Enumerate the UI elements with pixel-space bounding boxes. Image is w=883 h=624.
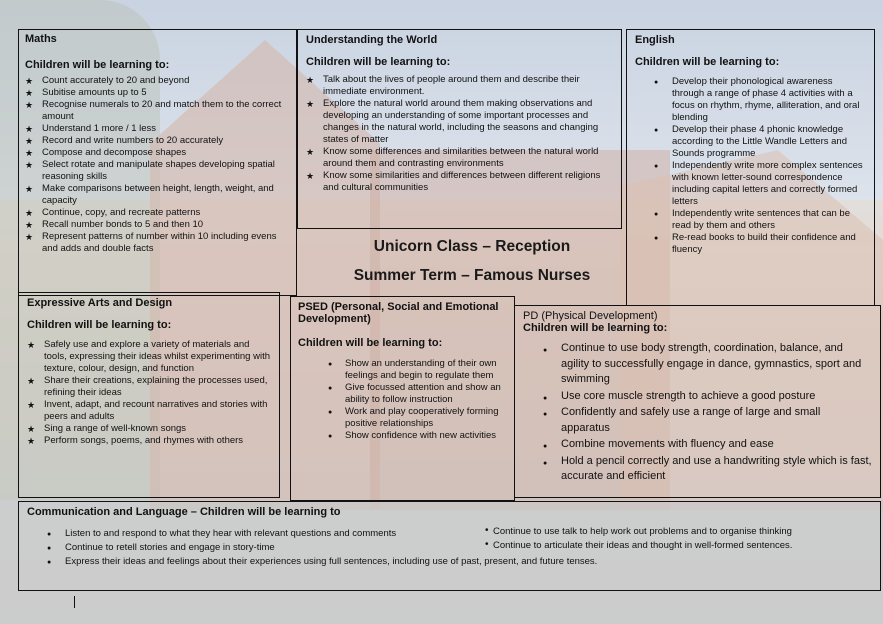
- list-item: ● Continue to retell stories and engage in story-time: [27, 542, 275, 554]
- list-item: ★ Select rotate and manipulate shapes developing spatial reasoning skills: [25, 159, 290, 183]
- list-item: ● Use core muscle strength to achieve a good posture: [523, 389, 872, 405]
- physical-development-panel: [514, 305, 881, 498]
- english-title: English: [635, 34, 675, 46]
- list-item: ● Show an understanding of their own feelings and begin to regulate them: [298, 358, 507, 382]
- list-item: ● Continue to use body strength, coordination, balance, and agility to successfully engage in dance, gymnastics, sport and swimming: [523, 341, 872, 388]
- pd-list: [523, 341, 872, 485]
- list-item: ★ Subitise amounts up to 5: [25, 87, 290, 99]
- list-item: ★ Recognise numerals to 20 and match them to the correct amount: [25, 99, 290, 123]
- list-item: ★ Count accurately to 20 and beyond: [25, 75, 290, 87]
- list-item: ● Independently write sentences that can be read by them and others: [635, 208, 866, 232]
- cl-list: [27, 528, 872, 588]
- ead-intro: Children will be learning to:: [27, 319, 172, 331]
- expressive-arts-panel: [18, 292, 280, 498]
- list-item: ★ Represent patterns of number within 10 including evens and adds and double facts: [25, 231, 290, 255]
- list-item: ★ Talk about the lives of people around them and describe their immediate environment.: [306, 74, 613, 98]
- list-item: ★ Record and write numbers to 20 accurately: [25, 135, 290, 147]
- list-item: ★ Share their creations, explaining the processes used, refining their ideas: [27, 375, 271, 399]
- list-item: ● Confidently and safely use a range of large and small apparatus: [523, 405, 872, 436]
- cl-title: Communication and Language – Children will be learning to: [27, 506, 341, 518]
- maths-intro: Children will be learning to:: [25, 59, 170, 71]
- list-item: ● Work and play cooperatively forming positive relationships: [298, 406, 507, 430]
- term-topic: Summer Term – Famous Nurses: [353, 267, 591, 284]
- psed-list: [298, 358, 507, 442]
- pd-intro: Children will be learning to:: [523, 322, 668, 334]
- english-list: [635, 76, 866, 256]
- pd-title: PD (Physical Development): [523, 310, 658, 322]
- psed-title: PSED (Personal, Social and Emotional Development): [298, 301, 499, 325]
- list-item: ★ Compose and decompose shapes: [25, 147, 290, 159]
- list-item: ★ Recall number bonds to 5 and then 10: [25, 219, 290, 231]
- list-item: ● Combine movements with fluency and ease: [523, 437, 872, 453]
- utw-title: Understanding the World: [306, 34, 438, 46]
- list-item: • Continue to use talk to help work out problems and to organise thinking: [485, 526, 792, 538]
- class-name: Unicorn Class – Reception: [373, 238, 571, 255]
- communication-language-panel: [18, 501, 881, 591]
- list-item: ● Re-read books to build their confidence and fluency: [635, 232, 866, 256]
- maths-panel: [18, 29, 297, 296]
- english-intro: Children will be learning to:: [635, 56, 780, 68]
- list-item: • Continue to articulate their ideas and thought in well-formed sentences.: [485, 540, 792, 552]
- list-item: ★ Continue, copy, and recreate patterns: [25, 207, 290, 219]
- utw-intro: Children will be learning to:: [306, 56, 451, 68]
- maths-title: Maths: [25, 33, 57, 45]
- list-item: ★ Perform songs, poems, and rhymes with others: [27, 435, 271, 447]
- list-item: ● Show confidence with new activities: [298, 430, 507, 442]
- list-item: ● Hold a pencil correctly and use a handwriting style which is fast, accurate and efficient: [523, 454, 872, 485]
- list-item: ● Independently write more complex sentences with known letter-sound correspondence including capital letters and correctly formed letters: [635, 160, 866, 208]
- english-panel: [626, 29, 875, 306]
- utw-list: [306, 74, 613, 194]
- list-item: ● Develop their phonological awareness through a range of phase 4 activities with a focus on rhythm, rhyme, alliteration, and oral blending: [635, 76, 866, 124]
- psed-intro: Children will be learning to:: [298, 337, 443, 349]
- psed-panel: [290, 296, 515, 501]
- list-item: ● Give focussed attention and show an ability to follow instruction: [298, 382, 507, 406]
- list-item: ★ Safely use and explore a variety of materials and tools, expressing their ideas whilst experimenting with texture, colour, design, and function: [27, 339, 271, 375]
- list-item: ● Develop their phase 4 phonic knowledge according to the Little Wandle Letters and Sounds programme: [635, 124, 866, 160]
- ead-title: Expressive Arts and Design: [27, 297, 173, 309]
- list-item: ★ Make comparisons between height, length, weight, and capacity: [25, 183, 290, 207]
- list-item: ★ Know some similarities and differences between different religions and cultural communities: [306, 170, 613, 194]
- list-item: ● Express their ideas and feelings about their experiences using full sentences, including use of past, present, and future tenses.: [27, 556, 597, 568]
- list-item: ★ Invent, adapt, and recount narratives and stories with peers and adults: [27, 399, 271, 423]
- text-cursor: [74, 596, 75, 608]
- list-item: ★ Sing a range of well-known songs: [27, 423, 271, 435]
- list-item: ★ Explore the natural world around them making observations and developing an understanding of some important processes and changes in the natural world, including the seasons and changing states of matter: [306, 98, 613, 146]
- ead-list: [27, 339, 271, 447]
- maths-list: [25, 75, 290, 255]
- class-heading: [322, 232, 622, 290]
- list-item: ★ Understand 1 more / 1 less: [25, 123, 290, 135]
- understanding-world-panel: [297, 29, 622, 229]
- list-item: ★ Know some differences and similarities between the natural world around them and contrasting environments: [306, 146, 613, 170]
- list-item: ● Listen to and respond to what they hear with relevant questions and comments: [27, 528, 396, 540]
